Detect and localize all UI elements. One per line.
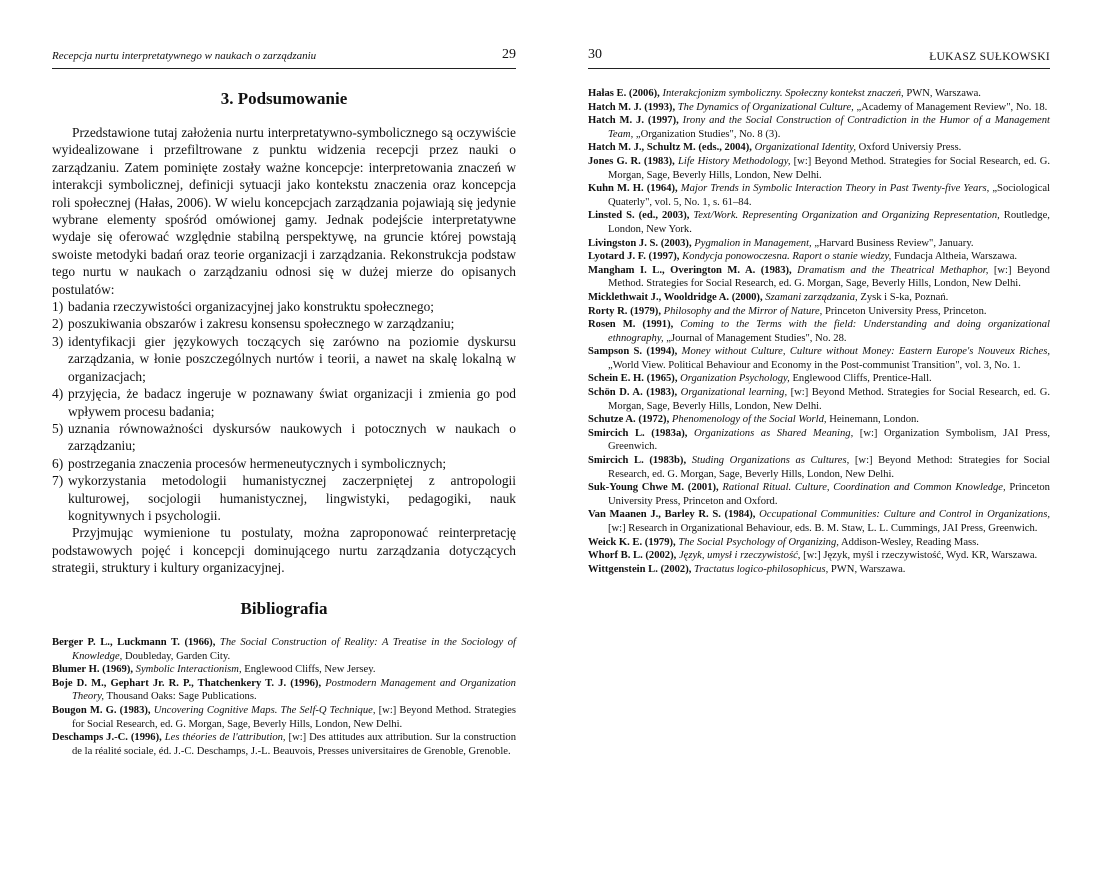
entry-title: The Social Psychology of Organizing,	[678, 536, 839, 548]
bibliography-entry	[588, 291, 1050, 305]
entry-authors: Lyotard J. F. (1997),	[588, 251, 680, 263]
bibliography-entry	[588, 549, 1050, 563]
list-number: 3)	[52, 333, 64, 349]
list-number: 2)	[52, 316, 64, 332]
entry-title: Philosophy and the Mirror of Nature,	[663, 305, 823, 317]
entry-publisher: Princeton University Press, Princeton.	[825, 305, 987, 317]
entry-authors: Schutze A. (1972),	[588, 414, 670, 426]
entry-publisher: [w:] Organization Symbolism, JAI Press, Greenwich.	[608, 427, 1051, 453]
bibliography-entry	[588, 155, 1050, 182]
bibliography-entry	[588, 427, 1050, 454]
bibliography-entry	[52, 704, 516, 731]
bibliography-entry	[588, 372, 1050, 386]
entry-authors: Sampson S. (1994),	[588, 346, 678, 358]
paragraph: Przedstawione tutaj założenia nurtu interpretatywno-symbolicznego są oczywiście wyidealizowane i przefiltrowane z punktu widzenia recepcji przez nauki o zarządzaniu. Zatem pominięte zostały ważne koncepcje: interpretowania znaczeń w interakcji symbolicznej, definicji sytuacji jako kontekstu znaczenia oraz koncepcja roli społecznej (Hałas, 2006). W wielu koncepcjach zarządzania pojawiają się jedynie wybrane elementy spośród omówionej gamy. Jednak podejście interpretatywne wydaje się oferować względnie stabilną perspektywę, na gruncie której powstają swoiste metodyki badań oraz teorie organizacji i zarządzania. Rekonstrukcja podstaw tego nurtu w naukach o zarządzaniu odnosi się w dużej mierze do opisanych postulatów:	[52, 125, 516, 297]
list-text: poszukiwania obszarów i zakresu konsensu społecznego w zarządzaniu;	[68, 316, 455, 332]
entry-title: Rational Ritual. Culture, Coordination and Common Knowledge,	[722, 482, 1006, 494]
entry-publisher: [w:] Beyond Method. Strategies for Social Research, ed. G. Morgan, Sage, Beverly Hills, London, New Delhi.	[72, 704, 517, 730]
entry-title: Occupational Communities: Culture and Control in Organizations,	[759, 509, 1050, 521]
entry-authors: Suk-Young Chwe M. (2001),	[588, 482, 719, 494]
entry-publisher: Oxford Universiy Press.	[858, 142, 962, 154]
entry-title: Text/Work. Representing Organization and Organizing Representation,	[693, 210, 1000, 222]
running-header-author: ŁUKASZ SUŁKOWSKI	[929, 51, 1050, 63]
entry-title: Tractatus logico-philosophicus,	[694, 563, 829, 575]
entry-authors: Hatch M. J. (1993),	[588, 101, 676, 113]
entry-title: Life History Methodology,	[677, 155, 791, 167]
entry-title: Organization Psychology,	[680, 373, 790, 385]
entry-title: Symbolic Interactionism,	[135, 664, 242, 676]
entry-authors: Hałas E. (2006),	[588, 88, 660, 99]
entry-title: Coming to the Terms with the field: Understanding and doing organizational ethnography,	[608, 319, 1050, 344]
postulate-list	[52, 298, 516, 524]
list-number: 6)	[52, 455, 64, 471]
list-item	[52, 455, 516, 472]
entry-title: Les théories de l'attribution,	[164, 732, 286, 744]
bibliography-entry	[588, 114, 1050, 141]
page-number: 29	[502, 47, 516, 62]
bibliography-entry	[588, 481, 1050, 508]
entry-publisher: „Harvard Business Review", January.	[814, 237, 974, 249]
list-text: uznania równoważności dyskursów naukowych i potocznych w naukach o zarządzaniu;	[68, 420, 516, 454]
entry-authors: Van Maanen J., Barley R. S. (1984),	[588, 509, 756, 521]
section-heading: 3. Podsumowanie	[220, 89, 348, 108]
list-number: 1)	[52, 299, 64, 315]
entry-publisher: Heinemann, London.	[829, 414, 919, 426]
list-number: 5)	[52, 420, 64, 436]
entry-authors: Rorty R. (1979),	[588, 305, 661, 317]
entry-title: The Dynamics of Organizational Culture,	[677, 101, 854, 113]
entry-authors: Boje D. M., Gephart Jr. R. P., Thatchenkery T. J. (1996),	[52, 677, 322, 689]
entry-authors: Schön D. A. (1983),	[588, 387, 678, 399]
entry-title: Organizations as Shared Meaning,	[693, 427, 854, 439]
bibliography-entry	[52, 677, 516, 704]
bibliography-entry	[588, 87, 1050, 101]
entry-authors: Blumer H. (1969),	[52, 664, 134, 676]
entry-authors: Whorf B. L. (2002),	[588, 550, 677, 562]
entry-title: Interakcjonizm symboliczny. Społeczny kontekst znaczeń,	[662, 88, 904, 99]
running-header-title: Recepcja nurtu interpretatywnego w naukach o zarządzaniu	[52, 50, 317, 62]
bibliography-entry	[588, 318, 1050, 345]
list-text: wykorzystania metodologii humanistycznej zaczerpniętej z antropologii kulturowej, socjologii humanistycznej, lingwistyki, pedagogiki, nauk kognitywnych i psychologii.	[68, 473, 516, 523]
list-number: 7)	[52, 473, 64, 489]
bibliography-entry	[588, 454, 1050, 481]
entry-authors: Linsted S. (ed., 2003),	[588, 210, 690, 222]
entry-authors: Bougon M. G. (1983),	[52, 704, 151, 716]
bibliography-entry	[588, 237, 1050, 251]
list-item	[52, 472, 516, 524]
entry-title: Phenomenology of the Social World,	[671, 414, 827, 426]
entry-publisher: Routledge, London, New York.	[608, 210, 1050, 235]
bibliography-entry	[588, 209, 1050, 236]
entry-title: Organizational Identity,	[754, 142, 856, 154]
entry-publisher: [w:] Des attitudes aux attribution. Sur la construction de la réalité sociale, éd. J.-C. Deschamps, J.-L. Beauvois, Presses universitaires de Grenoble, Grenoble.	[72, 732, 516, 757]
entry-authors: Kuhn M. H. (1964),	[588, 183, 678, 195]
entry-publisher: „Organization Studies", No. 8 (3).	[635, 128, 781, 140]
entry-title: Money without Culture, Culture without Money: Eastern Europe's Nouveux Riches,	[681, 346, 1050, 358]
bibliography-entry	[52, 663, 516, 677]
entry-authors: Micklethwait J., Wooldridge A. (2000),	[588, 291, 763, 303]
entry-publisher: „World View. Political Behaviour and Economy in the Post-communist Transition", vol. 3, No. 1.	[608, 359, 1021, 371]
bibliography-entry	[588, 413, 1050, 427]
list-item	[52, 333, 516, 385]
entry-authors: Jones G. R. (1983),	[588, 155, 675, 167]
entry-publisher: „Academy of Management Review", No. 18.	[856, 101, 1048, 113]
entry-publisher: PWN, Warszawa.	[830, 563, 906, 575]
bibliography-entry	[52, 731, 516, 758]
entry-publisher: Doubleday, Garden City.	[124, 650, 231, 662]
entry-authors: Hatch M. J., Schultz M. (eds., 2004),	[588, 142, 752, 154]
list-text: identyfikacji gier językowych toczących się zarówno na poziomie dyskursu zarządzania, w łonie poszczególnych nurtów i teorii, a nawet na skalę lokalną w organizacjach;	[68, 333, 516, 384]
entry-title: Irony and the Social Construction of Contradiction in the Humor of a Management Team,	[608, 115, 1051, 140]
body-text	[52, 124, 516, 577]
entry-title: Pygmalion in Management,	[694, 237, 812, 249]
bibliography-list	[52, 636, 516, 758]
list-text: przyjęcia, że badacz ingeruje w poznawany świat organizacji i zmienia go pod wpływem procesu badania;	[68, 386, 516, 419]
entry-publisher: Princeton University Press, Princeton and Oxford.	[608, 482, 1050, 507]
entry-authors: Hatch M. J. (1997),	[588, 115, 679, 127]
entry-authors: Berger P. L., Luckmann T. (1966),	[52, 637, 216, 648]
entry-authors: Smircich L. (1983b),	[588, 455, 687, 467]
bibliography-entry	[588, 182, 1050, 209]
entry-publisher: Addison-Wesley, Reading Mass.	[841, 536, 979, 548]
entry-authors: Smircich L. (1983a),	[588, 427, 688, 439]
entry-publisher: [w:] Język, myśl i rzeczywistość, Wyd. KR, Warszawa.	[803, 550, 1038, 562]
entry-title: Dramatism and the Theatrical Methaphor,	[797, 264, 989, 276]
entry-authors: Schein E. H. (1965),	[588, 373, 678, 385]
running-header	[588, 47, 1050, 69]
entry-publisher: [w:] Research in Organizational Behaviour, eds. B. M. Staw, L. L. Cummings, JAI Press, Greenwich.	[608, 523, 1038, 534]
bibliography-list	[588, 87, 1050, 576]
entry-publisher: PWN, Warszawa.	[906, 88, 981, 99]
entry-publisher: Englewood Cliffs, Prentice-Hall.	[792, 373, 932, 385]
entry-publisher: Englewood Cliffs, New Jersey.	[244, 664, 376, 676]
list-item	[52, 298, 516, 315]
list-item	[52, 315, 516, 332]
entry-title: The Social Construction of Reality: A Treatise in the Sociology of Knowledge,	[72, 637, 516, 662]
entry-authors: Mangham I. L., Overington M. A. (1983),	[588, 264, 792, 276]
bibliography-entry	[588, 386, 1050, 413]
running-header	[52, 47, 516, 69]
bibliography-entry	[588, 508, 1050, 535]
entry-title: Major Trends in Symbolic Interaction Theory in Past Twenty-five Years,	[680, 183, 990, 195]
entry-publisher: [w:] Beyond Method: Strategies for Social Research, ed. G. Morgan, Sage, Beverly Hills, London, New Delhi.	[608, 455, 1050, 480]
list-item	[52, 385, 516, 420]
list-item	[52, 420, 516, 455]
bibliography-heading: Bibliografia	[240, 599, 328, 618]
entry-authors: Wittgenstein L. (2002),	[588, 563, 692, 575]
entry-publisher: „Sociological Quaterly", vol. 5, No. 1, s. 61–84.	[608, 183, 1051, 208]
entry-authors: Deschamps J.-C. (1996),	[52, 732, 162, 744]
list-text: postrzegania znaczenia procesów hermeneutycznych i symbolicznych;	[68, 455, 447, 471]
bibliography-entry	[588, 250, 1050, 264]
entry-title: Szamani zarządzania,	[765, 291, 858, 303]
bibliography-entry	[588, 264, 1050, 291]
entry-publisher: „Journal of Management Studies", No. 28.	[666, 332, 847, 344]
list-number: 4)	[52, 386, 64, 402]
entry-authors: Rosen M. (1991),	[588, 319, 674, 331]
entry-publisher: [w:] Beyond Method. Strategies for Social Research, ed. G. Morgan, Sage, Beverly Hills, London, New Delhi.	[608, 155, 1051, 181]
entry-title: Studing Organizations as Cultures,	[691, 455, 850, 467]
entry-publisher: Zysk i S-ka, Poznań.	[860, 291, 949, 303]
bibliography-entry	[588, 101, 1050, 115]
bibliography-entry	[588, 305, 1050, 319]
entry-publisher: Fundacja Altheia, Warszawa.	[893, 251, 1018, 263]
bibliography-entry	[588, 141, 1050, 155]
entry-title: Organizational learning,	[680, 387, 788, 399]
entry-publisher: Thousand Oaks: Sage Publications.	[106, 691, 257, 703]
entry-title: Język, umysł i rzeczywistość,	[678, 550, 801, 562]
bibliography-entry	[52, 636, 516, 663]
entry-title: Postmodern Management and Organization Theory,	[72, 677, 516, 703]
entry-publisher: [w:] Beyond Method. Strategies for Social Research, ed. G. Morgan, Sage, Beverly Hills, London, New Delhi.	[608, 387, 1050, 412]
page-number: 30	[588, 47, 602, 62]
paragraph: Przyjmując wymienione tu postulaty, można zaproponować reinterpretację podstawowych pojęć i koncepcji dominującego nurtu zarządzania dotyczących strategii, struktury i kultury organizacyjnej.	[52, 525, 516, 576]
entry-title: Kondycja ponowoczesna. Raport o stanie wiedzy,	[682, 251, 892, 263]
bibliography-entry	[588, 536, 1050, 550]
entry-authors: Livingston J. S. (2003),	[588, 237, 692, 249]
bibliography-entry	[588, 345, 1050, 372]
entry-title: Uncovering Cognitive Maps. The Self-Q Technique,	[153, 704, 376, 716]
entry-authors: Weick K. E. (1979),	[588, 536, 676, 548]
entry-publisher: [w:] Beyond Method. Strategies for Social Research, ed. G. Morgan, Sage, Beverly Hills, London, New Delhi.	[608, 264, 1050, 290]
list-text: badania rzeczywistości organizacyjnej jako konstruktu społecznego;	[68, 299, 435, 315]
bibliography-entry	[588, 563, 1050, 577]
